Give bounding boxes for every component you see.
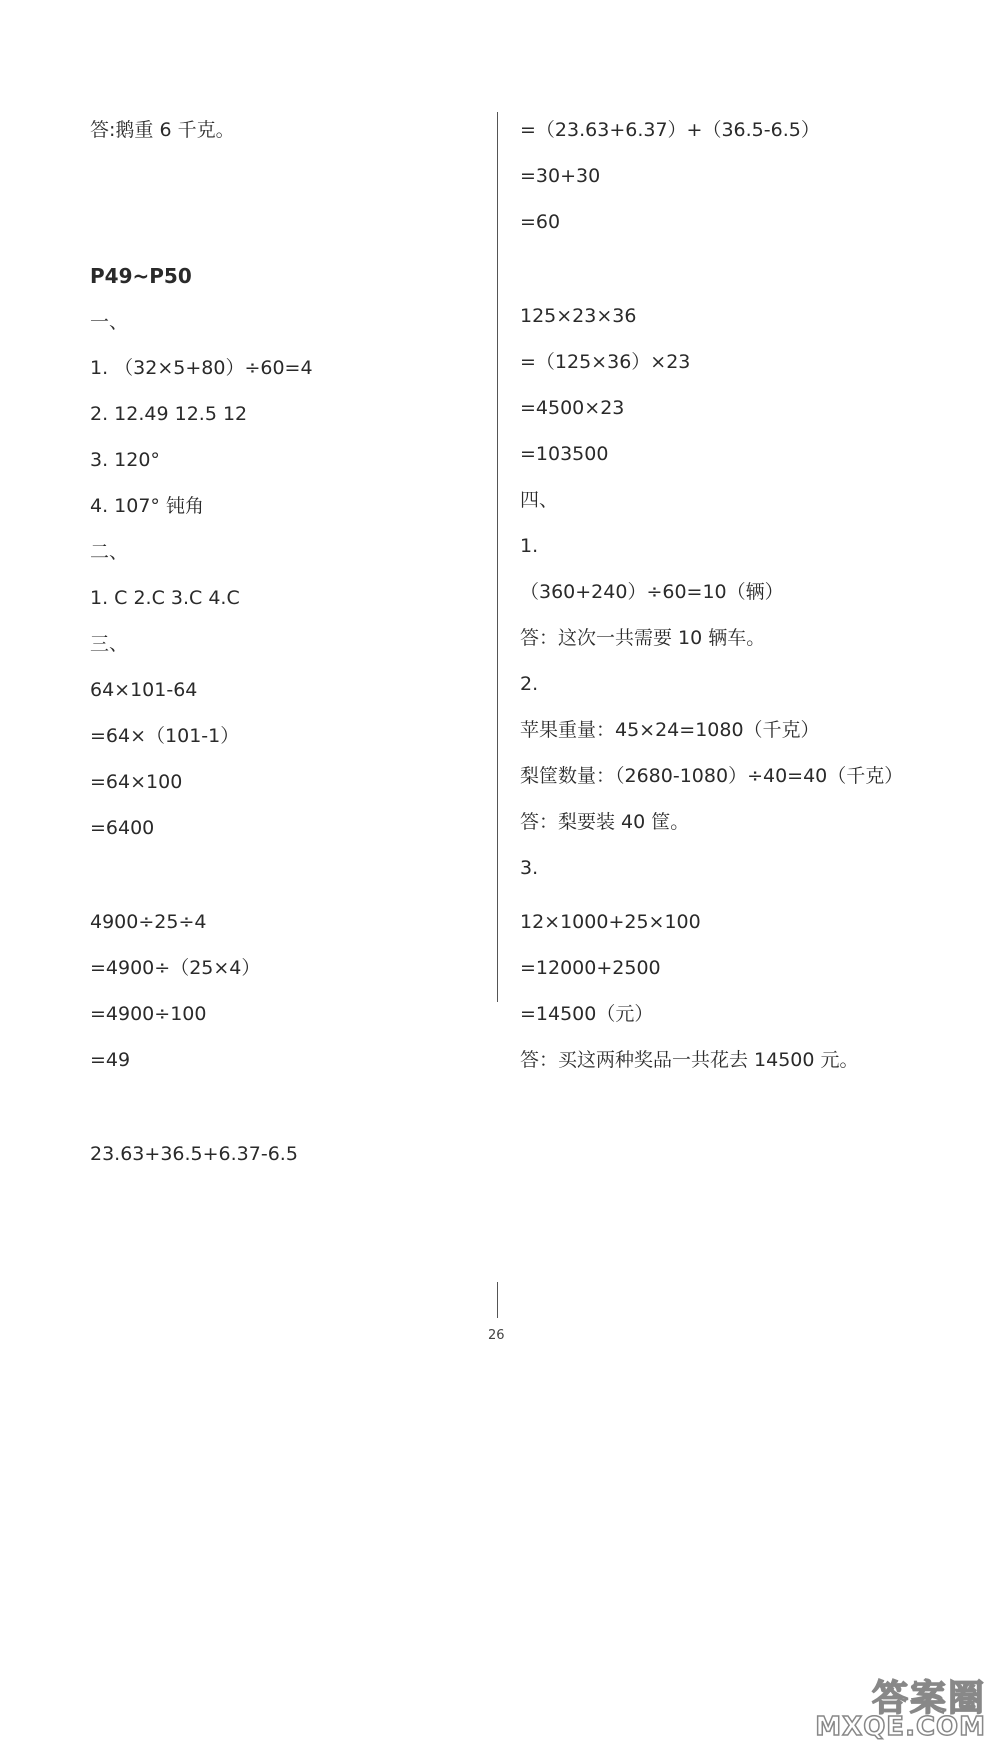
part-heading: 一、 <box>90 311 129 333</box>
calc-line: =49 <box>90 1049 131 1071</box>
calc-line: =（23.63+6.37）+（36.5-6.5） <box>520 119 820 141</box>
watermark-logo-text: 答案圈 <box>871 1678 986 1719</box>
calc-line: =12000+2500 <box>520 957 661 979</box>
calc-line: =4900÷（25×4） <box>90 957 261 979</box>
calc-line: =6400 <box>90 817 155 839</box>
question-number: 3. <box>520 857 539 879</box>
answer-line: 4. 107° 钝角 <box>90 495 204 517</box>
answer-line: 1. C 2.C 3.C 4.C <box>90 587 240 609</box>
page-number: 26 <box>488 1328 505 1343</box>
calc-line: 4900÷25÷4 <box>90 911 207 933</box>
column-divider <box>497 1282 498 1318</box>
part-heading: 三、 <box>90 633 129 655</box>
calc-line: 23.63+36.5+6.37-6.5 <box>90 1143 298 1165</box>
calc-line: =（125×36）×23 <box>520 351 691 373</box>
calc-line: =30+30 <box>520 165 601 187</box>
answer-line: 2. 12.49 12.5 12 <box>90 403 248 425</box>
calc-line: =64×100 <box>90 771 183 793</box>
watermark-site-text: MXQE.COM <box>815 1712 986 1742</box>
answer-line: 3. 120° <box>90 449 160 471</box>
watermark-logo <box>776 1670 986 1742</box>
question-number: 2. <box>520 673 539 695</box>
calc-line: （360+240）÷60=10（辆） <box>520 581 784 603</box>
calc-line: =4900÷100 <box>90 1003 207 1025</box>
column-divider <box>497 112 498 1002</box>
calc-line: =4500×23 <box>520 397 625 419</box>
answer-line: 答：这次一共需要 10 辆车。 <box>520 627 766 649</box>
part-heading: 四、 <box>520 489 559 511</box>
calc-line: =14500（元） <box>520 1003 654 1025</box>
calc-line: 125×23×36 <box>520 305 637 327</box>
part-heading: 二、 <box>90 541 129 563</box>
answer-line: 1. （32×5+80）÷60=4 <box>90 357 313 379</box>
section-heading: P49~P50 <box>90 264 192 288</box>
question-number: 1. <box>520 535 539 557</box>
calc-line: 苹果重量：45×24=1080（千克） <box>520 719 820 741</box>
calc-line: 64×101-64 <box>90 679 198 701</box>
answer-line: 答:鹅重 6 千克。 <box>90 119 235 141</box>
calc-line: =60 <box>520 211 561 233</box>
calc-line: 梨筐数量：（2680-1080）÷40=40（千克） <box>520 765 904 787</box>
calc-line: 12×1000+25×100 <box>520 911 701 933</box>
answer-line: 答：买这两种奖品一共花去 14500 元。 <box>520 1049 859 1071</box>
calc-line: =103500 <box>520 443 609 465</box>
calc-line: =64×（101-1） <box>90 725 240 747</box>
answer-line: 答：梨要装 40 筐。 <box>520 811 690 833</box>
